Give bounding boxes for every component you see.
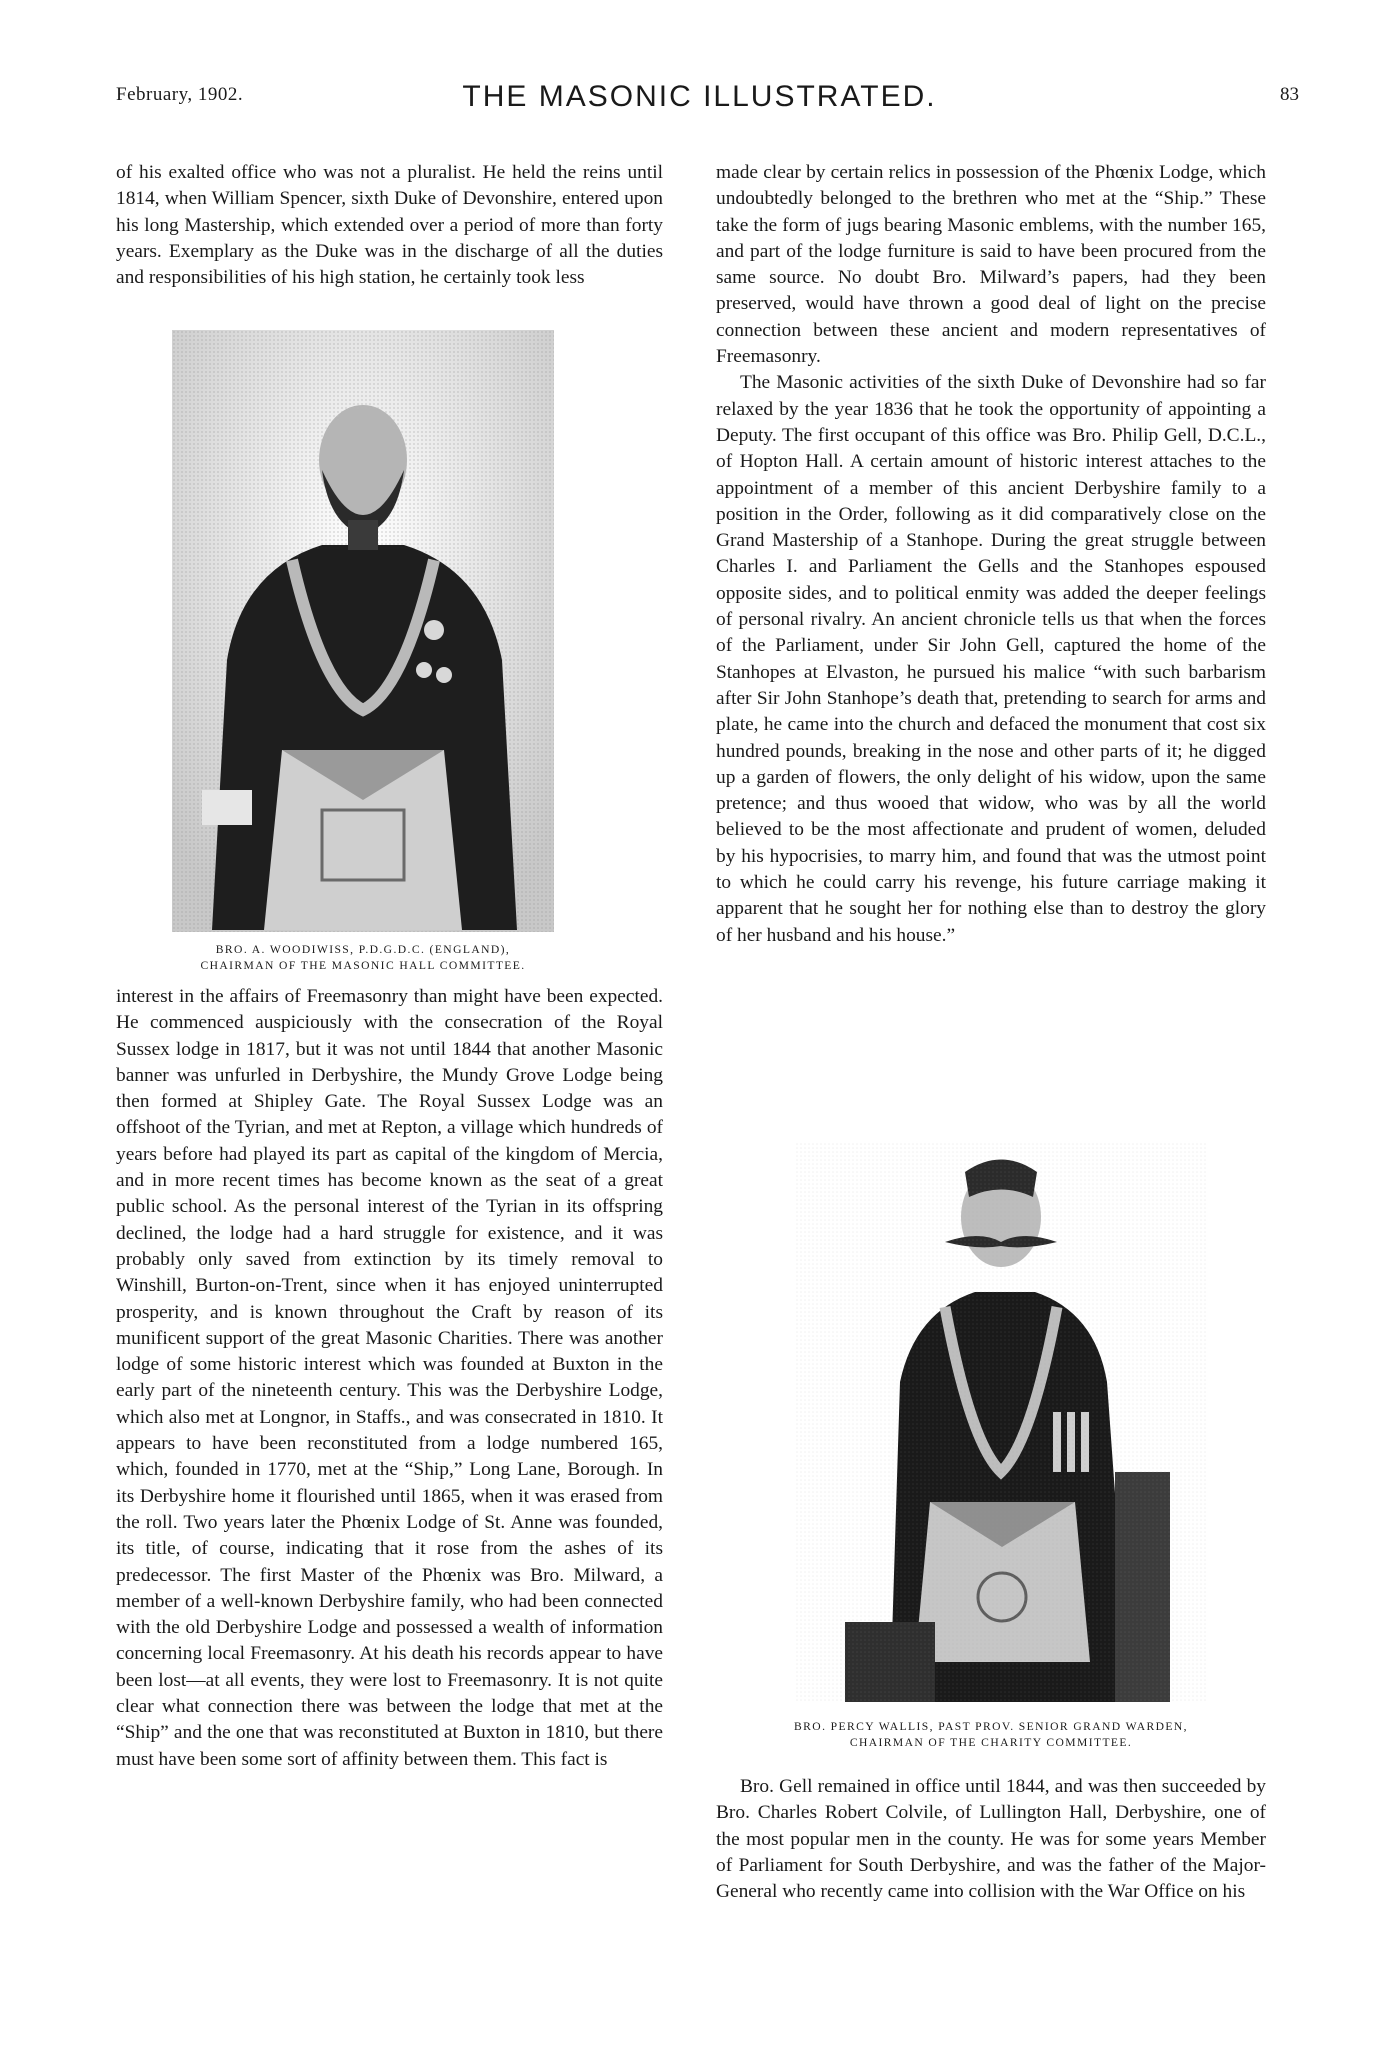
right-column-top [716,160,1266,949]
caption-woodiwiss [150,942,576,974]
right-paragraph-2: The Masonic activities of the sixth Duke of Devonshire had so far relaxed by the year 1836 that he took the opportunity of appointing a Deputy. The first occupant of this office was Bro. Philip Gell, D.C.L., of Hopton Hall. A certain amount of historic interest attaches to the appointment of a member of this ancient Derbyshire family to a position in the Order, following as it did comparatively close on the Grand Mastership of a Stanhope. During the great struggle between Charles I. and Parliament the Gells and the Stanhopes espoused opposite sides, and to political enmity was added the deeper feelings of personal rivalry. An ancient chronicle tells us that when the forces of the Parliament, under Sir John Gell, captured the home of the Stanhopes at Elvaston, he pursued his malice “with such barbarism after Sir John Stanhope’s death that, pretending to search for arms and plate, he came into the church and defaced the monument that cost six hundred pounds, breaking in the nose and other parts of it; he digged up a garden of flowers, the only delight of his widow, upon the same pretence; and thus wooed that widow, who was by all the world believed to be the most affectionate and prudent of women, deluded by his hypocrisies, to marry him, and found that was the utmost point to which he could carry his revenge, his future carriage making it apparent that he sought her for nothing else than to destroy the glory of her husband and his house.” [716,372,1266,946]
publication-title: THE MASONIC ILLUSTRATED. [462,80,937,113]
right-column-bottom [716,1774,1266,1905]
left-top-paragraph: of his exalted office who was not a pluralist. He held the reins until 1814, when William Spencer, sixth Duke of Devonshire, entered upon his long Mastership, which extended over a period of more than forty years. Exemplary as the Duke was in the discharge of all the duties and responsibilities of his high station, he certainly took less [116,162,663,289]
portrait-wallis [795,1142,1207,1702]
caption-wallis-line2: CHAIRMAN OF THE CHARITY COMMITTEE. [849,1736,1133,1749]
issue-date: February, 1902. [116,84,244,105]
left-column-top [116,160,663,291]
caption-woodiwiss-line2: CHAIRMAN OF THE MASONIC HALL COMMITTEE. [200,959,526,972]
caption-wallis [716,1719,1266,1751]
left-bottom-paragraph: interest in the affairs of Freemasonry than might have been expected. He commenced auspiciously with the consecration of the Royal Sussex lodge in 1817, but it was not until 1844 that another Masonic banner was unfurled in Derbyshire, the Mundy Grove Lodge being then formed at Shipley Gate. The Royal Sussex Lodge was an offshoot of the Tyrian, and met at Repton, a village which hundreds of years before had played its part as capital of the kingdom of Mercia, and in more recent times has become known as the seat of a great public school. As the personal interest of the Tyrian in its offspring declined, the lodge had a hard struggle for existence, and it was probably only saved from extinction by its timely removal to Winshill, Burton-on-Trent, since when it has enjoyed uninterrupted prosperity, and is known throughout the Craft by reason of its munificent support of the great Masonic Charities. There was another lodge of some historic interest which was founded at Buxton in the early part of the nineteenth century. This was the Derbyshire Lodge, which also met at Longnor, in Staffs., and was consecrated in 1810. It appears to have been reconstituted from a lodge numbered 165, which, founded in 1770, met at the “Ship,” Long Lane, Borough. In its Derbyshire home it flourished until 1865, when it was erased from the roll. Two years later the Phœnix Lodge of St. Anne was founded, its title, of course, indicating that it rose from the ashes of its predecessor. The first Master of the Phœnix was Bro. Milward, a member of a well-known Derbyshire family, who had been connected with the old Derbyshire Lodge and possessed a wealth of information concerning local Freemasonry. At his death his records appear to have been lost—at all events, they were lost to Freemasonry. It is not quite clear what connection there was between the lodge that met at the “Ship” and the one that was reconstituted at Buxton in 1810, but there must have been some sort of affinity between them. This fact is [116,986,663,1770]
left-column-bottom [116,984,663,1773]
right-paragraph-3: Bro. Gell remained in office until 1844, and was then succeeded by Bro. Charles Robert Colvile, of Lullington Hall, Derbyshire, one of the most popular men in the county. He was for some years Member of Parliament for South Derbyshire, and was the father of the Major-General who recently came into collision with the War Office on his [716,1776,1266,1903]
portrait-woodiwiss [172,330,554,932]
right-paragraph-1: made clear by certain relics in possession of the Phœnix Lodge, which undoubtedly belonged to the brethren who met at the “Ship.” These take the form of jugs bearing Masonic emblems, with the number 165, and part of the lodge furniture is said to have been procured from the same source. No doubt Bro. Milward’s papers, had they been preserved, would have thrown a good deal of light on the precise connection between these ancient and modern representatives of Freemasonry. [716,162,1266,368]
page-number: 83 [1280,84,1299,105]
caption-woodiwiss-line1: BRO. A. WOODIWISS, P.D.G.D.C. (ENGLAND), [215,943,511,956]
caption-wallis-line1: BRO. PERCY WALLIS, PAST PROV. SENIOR GRAND WARDEN, [794,1720,1188,1733]
